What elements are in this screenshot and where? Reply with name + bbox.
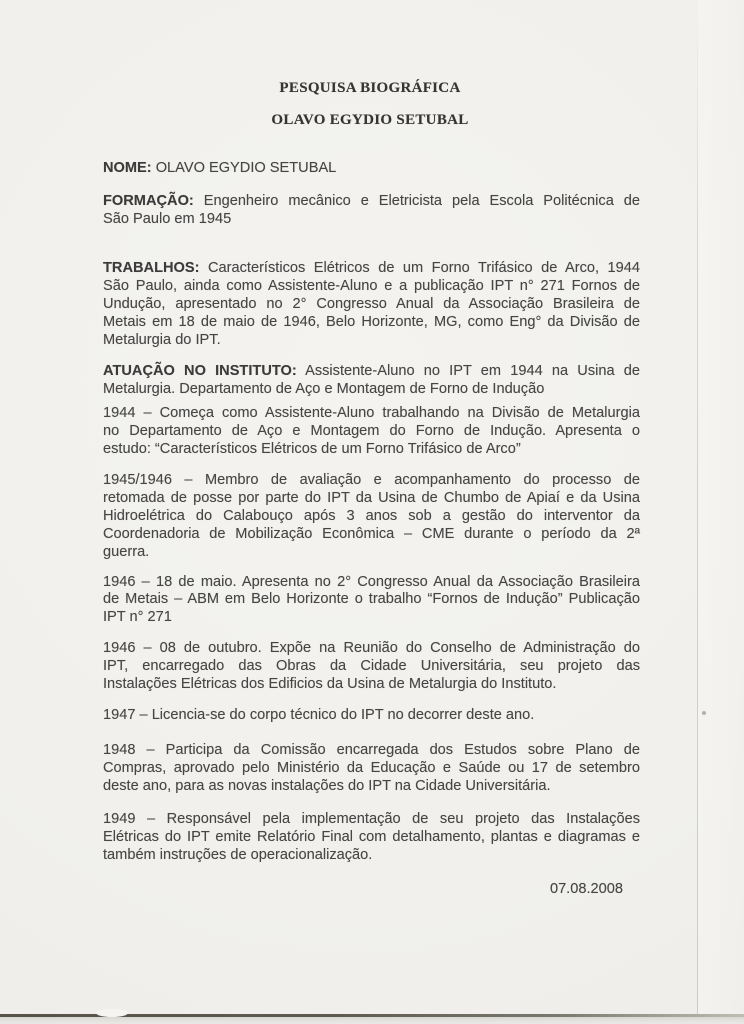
text-line: 1947 – Licencia-se do corpo técnico do IPT no decorrer deste ano. bbox=[103, 706, 535, 723]
text-line: 1949 – Responsável pela implementação de seu projeto das Instalações bbox=[103, 811, 640, 828]
paragraph-label: NOME: bbox=[103, 159, 152, 176]
text-line: Metalurgia. Departamento de Aço e Montagem de Forno de Indução bbox=[103, 380, 545, 397]
paragraph-trabalhos bbox=[103, 260, 640, 349]
text-line: TRABALHOS: Característicos Elétricos de um Forno Trifásico de Arco, 1944 bbox=[103, 260, 640, 277]
text-line: 1946 – 18 de maio. Apresenta no 2° Congresso Anual da Associação Brasileira bbox=[103, 573, 640, 590]
paper-edge-highlight bbox=[698, 0, 744, 1014]
text-line: Hidroelétrica do Calabouço após 3 anos sob a gestão do interventor da bbox=[103, 507, 640, 524]
paragraph-formacao bbox=[103, 193, 640, 229]
text-line: guerra. bbox=[103, 543, 150, 560]
text-line: Metais em 18 de maio de 1946, Belo Horizonte, MG, como Eng° da Divisão de bbox=[103, 313, 640, 330]
text-line: IPT n° 271 bbox=[103, 609, 172, 626]
text-line: 1948 – Participa da Comissão encarregada dos Estudos sobre Plano de bbox=[103, 741, 640, 758]
entry-1947 bbox=[103, 707, 640, 725]
entry-1949 bbox=[103, 811, 640, 865]
entry-1946-outubro bbox=[103, 640, 640, 694]
text-line: Instalações Elétricas dos Edificios da Usina de Metalurgia do Instituto. bbox=[103, 675, 557, 692]
scan-bottom-margin bbox=[0, 1017, 744, 1024]
text-line: 1946 – 08 de outubro. Expõe na Reunião do Conselho de Administração do bbox=[103, 640, 640, 657]
document-body bbox=[103, 160, 640, 866]
text-line: estudo: “Característicos Elétricos de um Forno Trifásico de Arco” bbox=[103, 441, 521, 458]
text-line: de Metais – ABM em Belo Horizonte o trabalho “Fornos de Indução” Publicação bbox=[103, 591, 640, 608]
text-line: no Departamento de Aço e Montagem do Forno de Indução. Apresenta o bbox=[103, 423, 640, 440]
text-line: Compras, aprovado pelo Ministério da Educação e Saúde ou 17 de setembro bbox=[103, 759, 640, 776]
text-line: São Paulo em 1945 bbox=[103, 211, 232, 228]
paragraph-nome bbox=[103, 160, 640, 178]
text-line: Metalurgia do IPT. bbox=[103, 331, 221, 348]
text-line: Undução, apresentado no 2° Congresso Anual da Associação Brasileira de bbox=[103, 295, 640, 312]
text-line: 1944 – Começa como Assistente-Aluno trabalhando na Divisão de Metalurgia bbox=[103, 405, 640, 422]
text-line: FORMAÇÃO: Engenheiro mecânico e Eletricista pela Escola Politécnica de bbox=[103, 193, 640, 210]
document-title: PESQUISA BIOGRÁFICA bbox=[279, 80, 461, 96]
scan-edge-notch bbox=[96, 1009, 128, 1017]
paragraph-label: FORMAÇÃO: bbox=[103, 193, 194, 210]
text-line: NOME: OLAVO EGYDIO SETUBAL bbox=[103, 159, 337, 176]
text-line: IPT, encarregado das Obras da Cidade Universitária, seu projeto das bbox=[103, 658, 640, 675]
text-line: 1945/1946 – Membro de avaliação e acompanhamento do processo de bbox=[103, 472, 640, 489]
entry-1944 bbox=[103, 405, 640, 459]
text-line: Elétricas do IPT emite Relatório Final com detalhamento, plantas e diagramas e bbox=[103, 829, 640, 846]
entry-1946-maio bbox=[103, 574, 640, 628]
text-line: deste ano, para as novas instalações do IPT na Cidade Universitária. bbox=[103, 777, 551, 794]
paragraph-label: ATUAÇÃO NO INSTITUTO: bbox=[103, 362, 297, 379]
entry-1948 bbox=[103, 742, 640, 796]
paragraph-label: TRABALHOS: bbox=[103, 260, 200, 277]
text-line: também instruções de operacionalização. bbox=[103, 847, 373, 864]
paper-crease-line bbox=[697, 0, 698, 1014]
entry-1945-1946 bbox=[103, 472, 640, 561]
document-subtitle: OLAVO EGYDIO SETUBAL bbox=[271, 112, 469, 128]
paper-speck bbox=[702, 711, 706, 715]
text-line: Coordenadoria de Mobilização Econômica – CME durante o período da 2ª bbox=[103, 525, 640, 542]
text-line: ATUAÇÃO NO INSTITUTO: Assistente-Aluno no IPT em 1944 na Usina de bbox=[103, 362, 640, 379]
paragraph-atuacao-no-instituto bbox=[103, 363, 640, 399]
document-date: 07.08.2008 bbox=[549, 881, 623, 897]
text-line: São Paulo, ainda como Assistente-Aluno e a publicação IPT n° 271 Fornos de bbox=[103, 278, 640, 295]
text-line: retomada de posse por parte do IPT da Usina de Chumbo de Apiaí e da Usina bbox=[103, 489, 640, 506]
